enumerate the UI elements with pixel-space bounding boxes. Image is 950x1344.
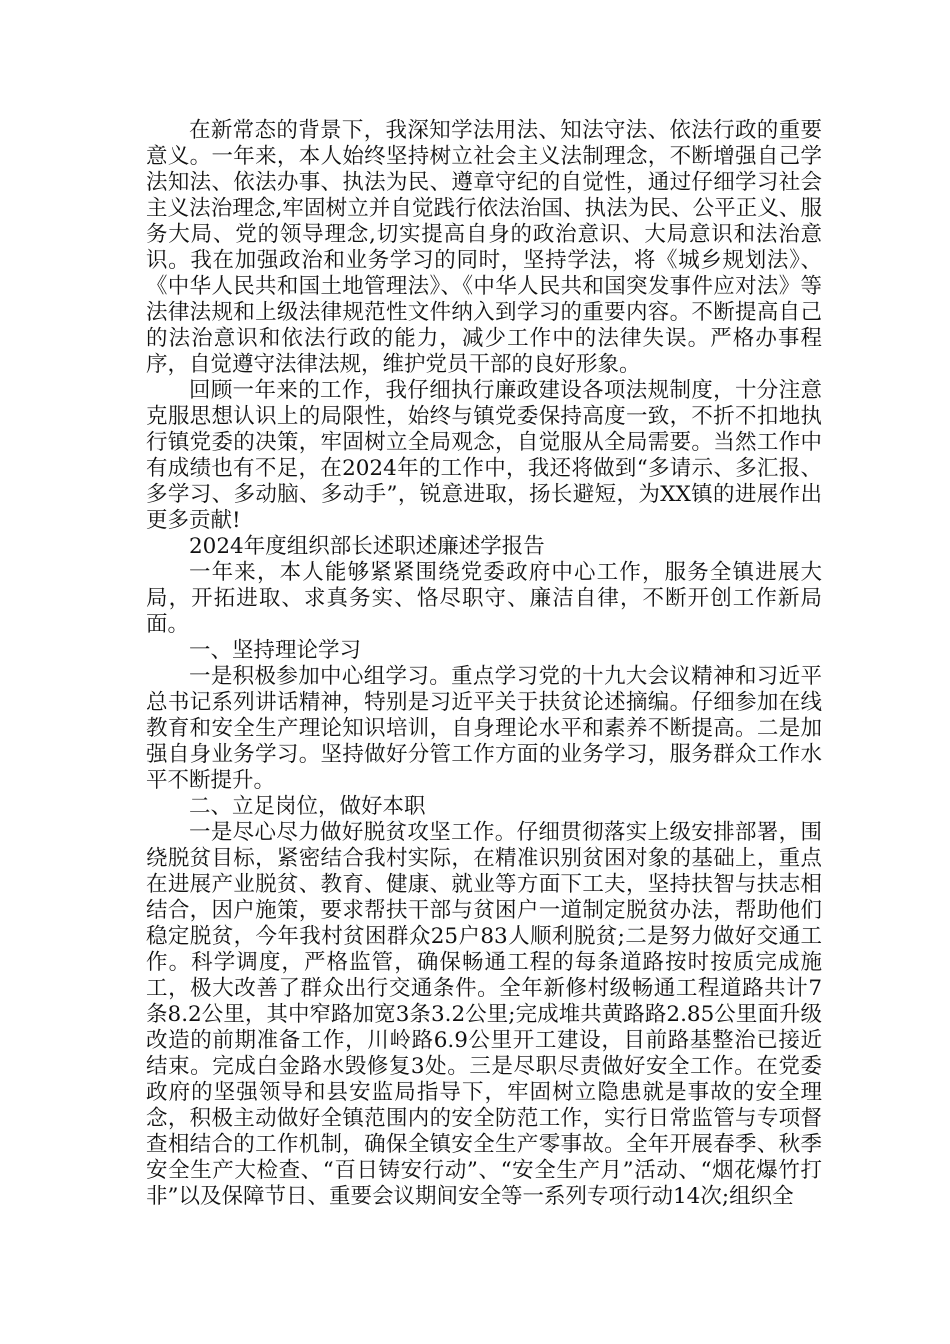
report-title: 2024年度组织部长述职述廉述学报告	[189, 534, 545, 559]
paragraph-duties: 一是尽心尽力做好脱贫攻坚工作。仔细贯彻落实上级安排部署，围绕脱贫目标，紧密结合我村实际，在精准识别贫困对象的基础上，重点在进展产业脱贫、教育、健康、就业等方面下工夫，坚持扶智与扶志相结合，因户施策，要求帮扶干部与贫困户一道制定脱贫办法，帮助他们稳定脱贫，今年我村贫困群众25户83人顺利脱贫;二是努力做好交通工作。科学调度，严格监管，确保畅通工程的每条道路按时按质完成施工，极大改善了群众出行交通条件。全年新修村级畅通工程道路共计7条8.2公里，其中窄路加宽3条3.2公里;完成堆共黄路路2.85公里面升级改造的前期准备工作，川岭路6.9公里开工建设，目前路基整治已接近结束。完成白金路水毁修复3处。三是尽职尽责做好安全工作。在党委政府的坚强领导和县安监局指导下，牢固树立隐患就是事故的安全理念，积极主动做好全镇范围内的安全防范工作，实行日常监管与专项督查相结合的工作机制，确保全镇安全生产零事故。全年开展春季、秋季安全生产大检查、“百日铸安行动”、“安全生产月”活动、“烟花爆竹打非”以及保障节日、重要会议期间安全等一系列专项行动14次;组织全	[146, 820, 822, 1209]
paragraph-intro: 一年来，本人能够紧紧围绕党委政府中心工作，服务全镇进展大局，开拓进取、求真务实、恪尽职守、廉洁自律，不断开创工作新局面。	[146, 560, 822, 637]
paragraph-rule-of-law: 在新常态的背景下，我深知学法用法、知法守法、依法行政的重要意义。一年来，本人始终坚持树立社会主义法制理念，不断增强自己学法知法、依法办事、执法为民、遵章守纪的自觉性，通过仔细学习社会主义法治理念,牢固树立并自觉践行依法治国、执法为民、公平正义、服务大局、党的领导理念,切实提高自身的政治意识、大局意识和法治意识。我在加强政治和业务学习的同时，坚持学法，将《城乡规划法》、《中华人民共和国土地管理法》、《中华人民共和国突发事件应对法》等法律法规和上级法律规范性文件纳入到学习的重要内容。不断提高自己的法治意识和依法行政的能力，减少工作中的法律失误。严格办事程序，自觉遵守法律法规，维护党员干部的良好形象。	[146, 118, 822, 377]
paragraph-review: 回顾一年来的工作，我仔细执行廉政建设各项法规制度，十分注意克服思想认识上的局限性，始终与镇党委保持高度一致，不折不扣地执行镇党委的决策，牢固树立全局观念，自觉服从全局需要。当然工作中有成绩也有不足，在2024年的工作中，我还将做到“多请示、多汇报、多学习、多动脑、多动手”，锐意进取，扬长避短，为XX镇的进展作出更多贡献!	[146, 378, 822, 533]
section-heading-duties: 二、立足岗位，做好本职	[189, 794, 426, 819]
paragraph-theory: 一是积极参加中心组学习。重点学习党的十九大会议精神和习近平总书记系列讲话精神，特别是习近平关于扶贫论述摘编。仔细参加在线教育和安全生产理论知识培训，自身理论水平和素养不断提高。二是加强自身业务学习。坚持做好分管工作方面的业务学习，服务群众工作水平不断提升。	[146, 664, 822, 793]
document-body	[146, 118, 822, 1210]
section-heading-theory: 一、坚持理论学习	[189, 638, 362, 663]
